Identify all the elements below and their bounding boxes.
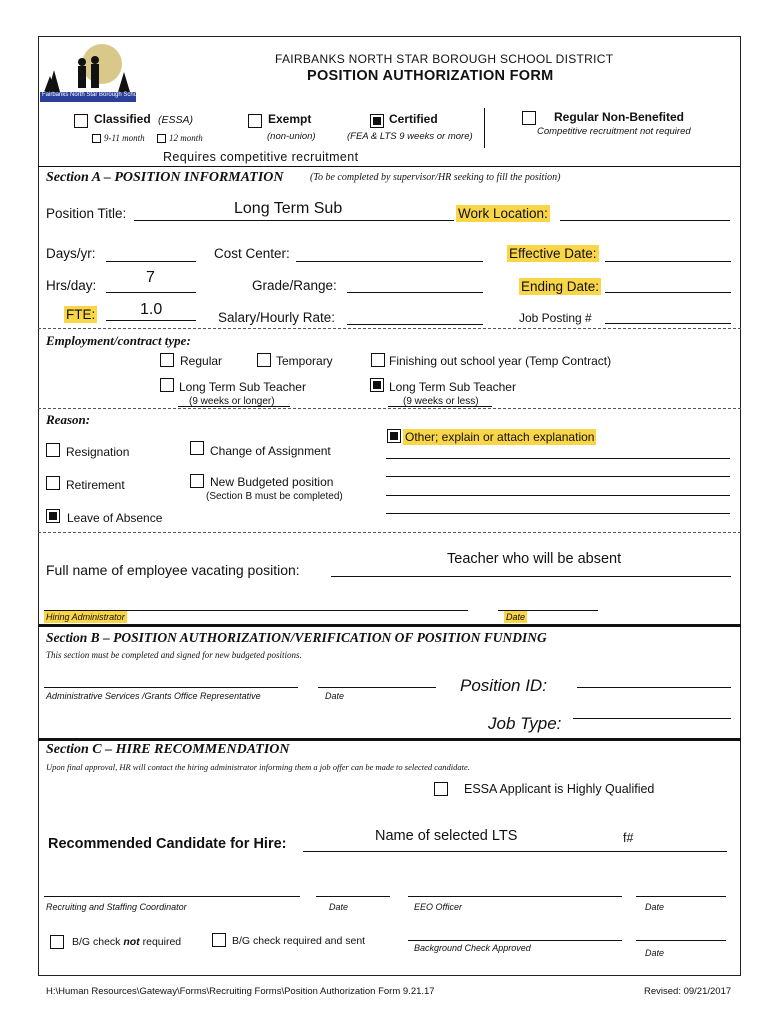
section-a-note: (To be completed by supervisor/HR seeking to fill the position)	[310, 172, 561, 183]
exempt-checkbox[interactable]	[248, 114, 262, 128]
position-title-label: Position Title:	[46, 206, 127, 221]
lts-short-sub: (9 weeks or less)	[403, 396, 479, 407]
classification-divider	[484, 108, 485, 148]
position-id-label: Position ID:	[460, 676, 547, 695]
position-title-line	[134, 220, 454, 221]
change-assignment-label: Change of Assignment	[210, 444, 331, 458]
section-b-note: This section must be completed and signed for new budgeted positions.	[46, 650, 302, 660]
other-label: Other; explain or attach explanation	[405, 430, 595, 444]
section-a-heading: Section A – POSITION INFORMATION	[46, 170, 284, 185]
lts-short-underline	[388, 406, 492, 407]
effective-date-line[interactable]	[605, 261, 731, 262]
work-location-line[interactable]	[560, 220, 730, 221]
recruiting-label: Recruiting and Staffing Coordinator	[46, 902, 187, 912]
bg-approved-date-line[interactable]	[636, 940, 726, 941]
job-posting-line[interactable]	[605, 323, 731, 324]
month9-label: 9-11 month	[104, 133, 145, 143]
section-b-bar	[38, 624, 741, 627]
bg-required-checkbox[interactable]	[212, 933, 226, 947]
lts-short-checkbox[interactable]	[370, 378, 384, 392]
bg-not-required-label: B/G check not required	[72, 936, 182, 948]
bg-required-label: B/G check required and sent	[232, 935, 366, 947]
job-type-label: Job Type:	[488, 714, 562, 733]
new-budgeted-sub: (Section B must be completed)	[206, 491, 343, 502]
fte-label: FTE:	[66, 307, 96, 322]
change-assignment-checkbox[interactable]	[190, 441, 204, 455]
resignation-label: Resignation	[66, 445, 130, 459]
regular-nonbenefited-label: Regular Non-Benefited	[554, 110, 685, 124]
classified-checkbox[interactable]	[74, 114, 88, 128]
cost-center-label: Cost Center:	[214, 246, 290, 261]
days-line[interactable]	[106, 261, 196, 262]
other-line-3[interactable]	[386, 495, 730, 496]
fte-line	[106, 320, 196, 321]
finishing-label: Finishing out school year (Temp Contract)	[389, 354, 612, 368]
recommended-number-mark: f#	[623, 831, 634, 845]
recommended-label: Recommended Candidate for Hire:	[48, 836, 287, 852]
certified-label: Certified	[389, 112, 438, 126]
eeo-date-label: Date	[645, 902, 665, 912]
work-location-label: Work Location:	[458, 206, 548, 221]
footer-path: H:\Human Resources\Gateway\Forms\Recruiting Forms\Position Authorization Form 9.21.17	[46, 986, 435, 997]
reason-heading: Reason:	[46, 412, 91, 427]
bg-approved-date-label: Date	[645, 948, 665, 958]
essa-checkbox[interactable]	[434, 782, 448, 796]
lts-long-sub: (9 weeks or longer)	[189, 396, 275, 407]
ending-date-label: Ending Date:	[521, 279, 600, 294]
vacating-value[interactable]: Teacher who will be absent	[447, 551, 622, 567]
position-id-line[interactable]	[577, 687, 731, 688]
month12-checkbox[interactable]	[157, 134, 166, 143]
vacating-line	[331, 576, 731, 577]
recruiting-sign-line[interactable]	[44, 896, 300, 897]
lts-long-underline	[178, 406, 290, 407]
essa-label: ESSA Applicant is Highly Qualified	[464, 782, 655, 796]
temporary-label: Temporary	[276, 354, 333, 368]
cost-center-line[interactable]	[296, 261, 483, 262]
recruiting-date-label: Date	[329, 902, 349, 912]
leave-label: Leave of Absence	[67, 511, 163, 525]
footer-revised: Revised: 09/21/2017	[644, 986, 732, 997]
resignation-checkbox[interactable]	[46, 443, 60, 457]
regular-nonbenefited-checkbox[interactable]	[522, 111, 536, 125]
lts-long-label: Long Term Sub Teacher	[179, 380, 306, 394]
leave-checkbox[interactable]	[46, 509, 60, 523]
employment-heading: Employment/contract type:	[46, 333, 191, 348]
effective-date-label: Effective Date:	[509, 246, 597, 261]
hiring-admin-label: Hiring Administrator	[46, 612, 125, 622]
exempt-sub: (non-union)	[267, 131, 316, 142]
logo-text: Fairbanks North Star Borough School District	[42, 92, 162, 98]
section-b-heading: Section B – POSITION AUTHORIZATION/VERIFICATION OF POSITION FUNDING	[46, 630, 547, 645]
grade-label: Grade/Range:	[252, 278, 337, 293]
eeo-sign-line[interactable]	[408, 896, 622, 897]
other-line-1[interactable]	[386, 458, 730, 459]
recommended-value[interactable]: Name of selected LTS	[375, 828, 518, 844]
divider-vacating	[38, 532, 741, 533]
divider-reason	[38, 408, 741, 409]
hiring-admin-date-label: Date	[506, 612, 526, 622]
regular-nonbenefited-sub: Competitive recruitment not required	[537, 126, 691, 137]
hrs-line	[106, 292, 196, 293]
admin-services-label: Administrative Services /Grants Office Representative	[46, 691, 261, 701]
bg-approved-label: Background Check Approved	[414, 943, 531, 953]
month12-label: 12 month	[169, 133, 203, 143]
other-checkbox[interactable]	[387, 429, 401, 443]
recommended-line	[303, 851, 727, 852]
retirement-label: Retirement	[66, 478, 125, 492]
exempt-label: Exempt	[268, 112, 312, 126]
bg-approved-sign-line[interactable]	[408, 940, 622, 941]
classified-sub: (ESSA)	[158, 114, 194, 126]
admin-services-sign-line[interactable]	[44, 687, 298, 688]
regular-checkbox[interactable]	[160, 353, 174, 367]
new-budgeted-label: New Budgeted position	[210, 475, 334, 489]
job-type-line[interactable]	[573, 718, 731, 719]
other-line-4[interactable]	[386, 513, 730, 514]
lts-long-checkbox[interactable]	[160, 378, 174, 392]
finishing-checkbox[interactable]	[371, 353, 385, 367]
hrs-label: Hrs/day:	[46, 278, 97, 293]
classified-label: Classified	[94, 112, 151, 126]
district-name: FAIRBANKS NORTH STAR BOROUGH SCHOOL DISTRICT	[275, 52, 614, 66]
vacating-label: Full name of employee vacating position:	[46, 562, 300, 578]
salary-line[interactable]	[347, 324, 483, 325]
grade-line[interactable]	[347, 292, 483, 293]
section-c-bar	[38, 738, 741, 741]
certified-checkbox[interactable]	[370, 114, 384, 128]
ending-date-line[interactable]	[605, 292, 731, 293]
section-c-note: Upon final approval, HR will contact the hiring administrator informing them a job offer can be made to selected candidate.	[46, 762, 470, 772]
admin-services-date-label: Date	[325, 691, 345, 701]
eeo-label: EEO Officer	[414, 902, 463, 912]
job-posting-label: Job Posting #	[519, 311, 592, 325]
new-budgeted-checkbox[interactable]	[190, 474, 204, 488]
month9-checkbox[interactable]	[92, 134, 101, 143]
temporary-checkbox[interactable]	[257, 353, 271, 367]
position-title-value[interactable]: Long Term Sub	[234, 200, 343, 217]
lts-short-label: Long Term Sub Teacher	[389, 380, 516, 394]
hrs-value[interactable]: 7	[146, 269, 155, 286]
certified-sub: (FEA & LTS 9 weeks or more)	[347, 131, 473, 142]
eeo-date-line[interactable]	[636, 896, 726, 897]
other-line-2[interactable]	[386, 476, 730, 477]
divider-employment	[38, 328, 741, 329]
classification-rule	[38, 166, 741, 167]
district-logo	[40, 40, 162, 102]
days-label: Days/yr:	[46, 246, 96, 261]
recruiting-date-line[interactable]	[316, 896, 390, 897]
bg-not-required-checkbox[interactable]	[50, 935, 64, 949]
retirement-checkbox[interactable]	[46, 476, 60, 490]
form-title: POSITION AUTHORIZATION FORM	[307, 68, 554, 84]
admin-services-date-line[interactable]	[318, 687, 436, 688]
salary-label: Salary/Hourly Rate:	[218, 310, 336, 325]
section-c-heading: Section C – HIRE RECOMMENDATION	[46, 742, 290, 757]
regular-label: Regular	[180, 354, 223, 368]
fte-value[interactable]: 1.0	[140, 301, 163, 318]
competitive-note: Requires competitive recruitment	[163, 150, 359, 164]
